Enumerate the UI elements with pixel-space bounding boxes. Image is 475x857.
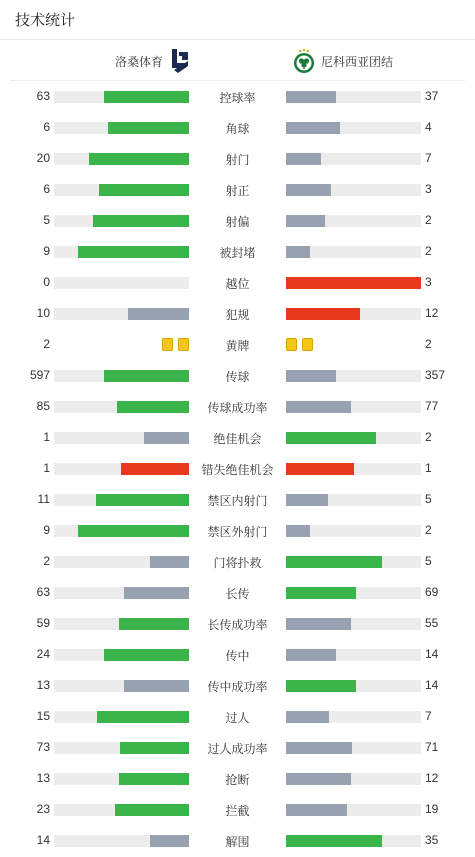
home-stat-bar-track: [54, 649, 189, 661]
away-stat-bar-fill: [286, 835, 382, 847]
home-stat-bar-fill: [78, 525, 189, 537]
away-stat-bar-fill: [286, 153, 321, 165]
home-stat-bar-fill: [124, 587, 189, 599]
stat-label: 长传: [225, 587, 250, 601]
stat-label: 传中成功率: [207, 680, 268, 694]
away-stat-value: 7: [425, 151, 432, 165]
away-stat-bar-fill: [286, 184, 331, 196]
away-stat-bar-track: [286, 153, 421, 165]
home-stat-bar-track: [54, 742, 189, 754]
home-stat-bar-track: [54, 401, 189, 413]
away-stat-value: 3: [425, 182, 432, 196]
away-stat-bar-track: [286, 587, 421, 599]
home-stat-bar-track: [54, 773, 189, 785]
home-stat-bar-fill: [104, 370, 189, 382]
home-stat-bar-fill: [119, 618, 189, 630]
home-stat-bar-fill: [124, 680, 189, 692]
home-stat-value: 9: [43, 523, 50, 537]
away-stat-bar-fill: [286, 618, 351, 630]
stat-label: 传球成功率: [207, 401, 268, 415]
home-stat-value: 13: [36, 771, 50, 785]
away-stat-bar-track: [286, 463, 421, 475]
away-stat-value: 12: [425, 771, 439, 785]
stat-label: 错失绝佳机会: [201, 463, 274, 477]
away-stat-value: 5: [425, 492, 432, 506]
home-stat-value: 20: [36, 151, 50, 165]
away-stat-bar-track: [286, 680, 421, 692]
away-stat-value: 3: [425, 275, 432, 289]
page-title: 技术统计: [15, 12, 76, 29]
stat-row: [0, 670, 475, 701]
home-stat-value: 5: [43, 213, 50, 227]
home-yellow-cards: [54, 338, 189, 351]
away-team-header[interactable]: [293, 46, 393, 76]
stat-row: [0, 484, 475, 515]
away-stat-bar-fill: [286, 215, 325, 227]
away-stat-bar-fill: [286, 308, 360, 320]
stat-row: [0, 81, 475, 112]
stat-label: 传球: [225, 370, 250, 384]
away-stat-bar-track: [286, 649, 421, 661]
home-stat-bar-fill: [117, 401, 189, 413]
home-stat-value: 2: [43, 337, 50, 351]
stat-label: 门将扑救: [213, 556, 262, 570]
stat-label: 过人: [225, 711, 250, 725]
away-yellow-cards: [286, 338, 421, 351]
home-stat-bar-track: [54, 804, 189, 816]
home-stat-bar-fill: [97, 711, 189, 723]
away-stat-value: 2: [425, 213, 432, 227]
away-stat-bar-fill: [286, 742, 352, 754]
away-stat-value: 12: [425, 306, 439, 320]
away-stat-bar-track: [286, 432, 421, 444]
stat-label: 解围: [225, 835, 250, 849]
home-stat-bar-track: [54, 184, 189, 196]
away-stat-bar-track: [286, 711, 421, 723]
home-stat-value: 23: [36, 802, 50, 816]
home-stat-value: 2: [43, 554, 50, 568]
stats-list: [0, 81, 475, 856]
away-stat-bar-fill: [286, 277, 421, 289]
home-stat-bar-fill: [99, 184, 189, 196]
away-stat-bar-track: [286, 525, 421, 537]
away-stat-value: 357: [425, 368, 446, 382]
away-stat-bar-fill: [286, 370, 336, 382]
away-stat-value: 2: [425, 430, 432, 444]
home-stat-bar-fill: [144, 432, 189, 444]
stat-label: 犯规: [225, 308, 250, 322]
away-stat-bar-fill: [286, 804, 347, 816]
yellow-card-icon: [286, 338, 297, 351]
home-stat-bar-track: [54, 525, 189, 537]
away-stat-value: 1: [425, 461, 432, 475]
home-stat-bar-fill: [120, 742, 189, 754]
away-stat-bar-track: [286, 556, 421, 568]
stat-row: [0, 143, 475, 174]
away-stat-bar-fill: [286, 432, 376, 444]
yellow-card-icon: [178, 338, 189, 351]
away-stat-bar-fill: [286, 463, 354, 475]
stat-label: 射门: [225, 153, 250, 167]
stat-label: 绝佳机会: [213, 432, 262, 446]
stat-row: [0, 701, 475, 732]
stat-label: 拦截: [225, 804, 250, 818]
stat-label: 禁区外射门: [207, 525, 268, 539]
stat-row: [0, 546, 475, 577]
home-stat-bar-track: [54, 494, 189, 506]
stat-row: [0, 763, 475, 794]
header-divider: [0, 39, 475, 40]
away-stat-bar-track: [286, 804, 421, 816]
away-stat-value: 2: [425, 337, 432, 351]
stat-row: [0, 577, 475, 608]
stat-label: 被封堵: [219, 246, 256, 260]
home-stat-value: 11: [37, 492, 50, 506]
away-stat-value: 5: [425, 554, 432, 568]
stat-row: [0, 608, 475, 639]
stat-label: 越位: [225, 277, 250, 291]
stat-label: 射偏: [225, 215, 250, 229]
home-team-header[interactable]: [115, 46, 191, 76]
home-stat-bar-fill: [115, 804, 189, 816]
away-stat-bar-fill: [286, 122, 340, 134]
yellow-card-icon: [302, 338, 313, 351]
home-stat-bar-fill: [89, 153, 189, 165]
away-stat-bar-fill: [286, 401, 351, 413]
home-stat-value: 1: [43, 461, 50, 475]
away-stat-value: 2: [425, 523, 432, 537]
home-stat-value: 10: [36, 306, 50, 320]
stat-row: [0, 391, 475, 422]
stat-label: 控球率: [219, 91, 256, 105]
away-stat-value: 35: [425, 833, 439, 847]
home-stat-value: 63: [36, 585, 50, 599]
away-stat-value: 19: [425, 802, 439, 816]
home-stat-value: 59: [36, 616, 50, 630]
home-stat-value: 9: [43, 244, 50, 258]
away-stat-value: 4: [425, 120, 432, 134]
home-stat-bar-track: [54, 587, 189, 599]
stat-label: 禁区内射门: [207, 494, 268, 508]
home-stat-bar-fill: [121, 463, 189, 475]
home-stat-bar-fill: [108, 122, 189, 134]
stat-row: [0, 298, 475, 329]
away-stat-bar-track: [286, 215, 421, 227]
home-stat-bar-fill: [104, 649, 189, 661]
stat-row: [0, 112, 475, 143]
away-stat-bar-track: [286, 277, 421, 289]
lausanne-sport-logo-icon: [169, 48, 191, 74]
stat-row: [0, 360, 475, 391]
home-stat-bar-fill: [119, 773, 189, 785]
home-stat-value: 73: [36, 740, 50, 754]
yellow-card-icon: [162, 338, 173, 351]
away-stat-value: 55: [425, 616, 439, 630]
away-stat-bar-fill: [286, 91, 336, 103]
away-stat-bar-track: [286, 184, 421, 196]
stat-label: 角球: [225, 122, 250, 136]
away-stat-bar-fill: [286, 494, 328, 506]
home-stat-bar-track: [54, 556, 189, 568]
stat-label: 射正: [225, 184, 250, 198]
away-stat-value: 14: [425, 647, 439, 661]
away-stat-bar-track: [286, 835, 421, 847]
home-stat-value: 597: [29, 368, 50, 382]
away-stat-value: 14: [425, 678, 439, 692]
home-stat-value: 6: [43, 182, 50, 196]
stat-row: [0, 515, 475, 546]
home-stat-bar-track: [54, 463, 189, 475]
away-stat-bar-track: [286, 742, 421, 754]
stat-row: [0, 794, 475, 825]
home-stat-bar-fill: [128, 308, 189, 320]
home-stat-bar-fill: [150, 835, 189, 847]
home-stat-bar-fill: [78, 246, 189, 258]
home-stat-bar-track: [54, 370, 189, 382]
away-stat-value: 69: [425, 585, 439, 599]
home-stat-bar-track: [54, 835, 189, 847]
away-stat-bar-fill: [286, 587, 356, 599]
home-stat-value: 6: [43, 120, 50, 134]
stat-row: [0, 236, 475, 267]
away-stat-value: 2: [425, 244, 432, 258]
away-stat-bar-track: [286, 494, 421, 506]
home-stat-value: 14: [36, 833, 50, 847]
home-stat-value: 24: [36, 647, 50, 661]
home-stat-bar-track: [54, 122, 189, 134]
away-stat-bar-track: [286, 308, 421, 320]
away-stat-bar-track: [286, 246, 421, 258]
stat-row: [0, 825, 475, 856]
home-stat-bar-track: [54, 153, 189, 165]
stat-row: [0, 267, 475, 298]
stat-label: 传中: [225, 649, 250, 663]
home-stat-bar-track: [54, 215, 189, 227]
home-stat-value: 85: [36, 399, 50, 413]
away-stat-bar-fill: [286, 649, 336, 661]
away-stat-value: 37: [425, 89, 439, 103]
away-stat-value: 77: [425, 399, 439, 413]
away-stat-value: 7: [425, 709, 432, 723]
away-stat-bar-track: [286, 370, 421, 382]
stat-row: [0, 205, 475, 236]
home-stat-bar-track: [54, 711, 189, 723]
home-stat-value: 0: [43, 275, 50, 289]
home-stat-bar-track: [54, 680, 189, 692]
home-stat-bar-fill: [93, 215, 189, 227]
home-stat-value: 13: [36, 678, 50, 692]
home-stat-bar-fill: [150, 556, 189, 568]
away-stat-bar-track: [286, 91, 421, 103]
stat-label: 长传成功率: [207, 618, 268, 632]
omonia-nicosia-logo-icon: [293, 48, 315, 74]
home-team-name: 洛桑体育: [115, 54, 164, 69]
away-stat-bar-fill: [286, 556, 382, 568]
away-stat-bar-track: [286, 773, 421, 785]
away-stat-bar-fill: [286, 680, 356, 692]
home-stat-bar-track: [54, 277, 189, 289]
away-team-name: 尼科西亚团结: [321, 54, 394, 69]
home-stat-value: 63: [36, 89, 50, 103]
away-stat-bar-track: [286, 122, 421, 134]
stat-row: [0, 639, 475, 670]
home-stat-bar-track: [54, 432, 189, 444]
away-stat-bar-track: [286, 618, 421, 630]
stat-row: [0, 422, 475, 453]
home-stat-bar-track: [54, 308, 189, 320]
away-stat-bar-fill: [286, 773, 351, 785]
stat-row: [0, 329, 475, 360]
away-stat-bar-fill: [286, 525, 310, 537]
stat-label: 黄牌: [225, 339, 250, 353]
stat-row: [0, 453, 475, 484]
home-stat-value: 15: [36, 709, 50, 723]
home-stat-bar-track: [54, 91, 189, 103]
away-stat-bar-fill: [286, 711, 329, 723]
away-stat-bar-track: [286, 401, 421, 413]
home-stat-bar-fill: [96, 494, 189, 506]
away-stat-bar-fill: [286, 246, 310, 258]
away-stat-value: 71: [425, 740, 439, 754]
home-stat-bar-track: [54, 618, 189, 630]
stat-row: [0, 174, 475, 205]
stat-label: 过人成功率: [207, 742, 268, 756]
home-stat-bar-track: [54, 246, 189, 258]
home-stat-bar-fill: [104, 91, 189, 103]
home-stat-value: 1: [43, 430, 50, 444]
stat-label: 抢断: [225, 773, 250, 787]
stat-row: [0, 732, 475, 763]
